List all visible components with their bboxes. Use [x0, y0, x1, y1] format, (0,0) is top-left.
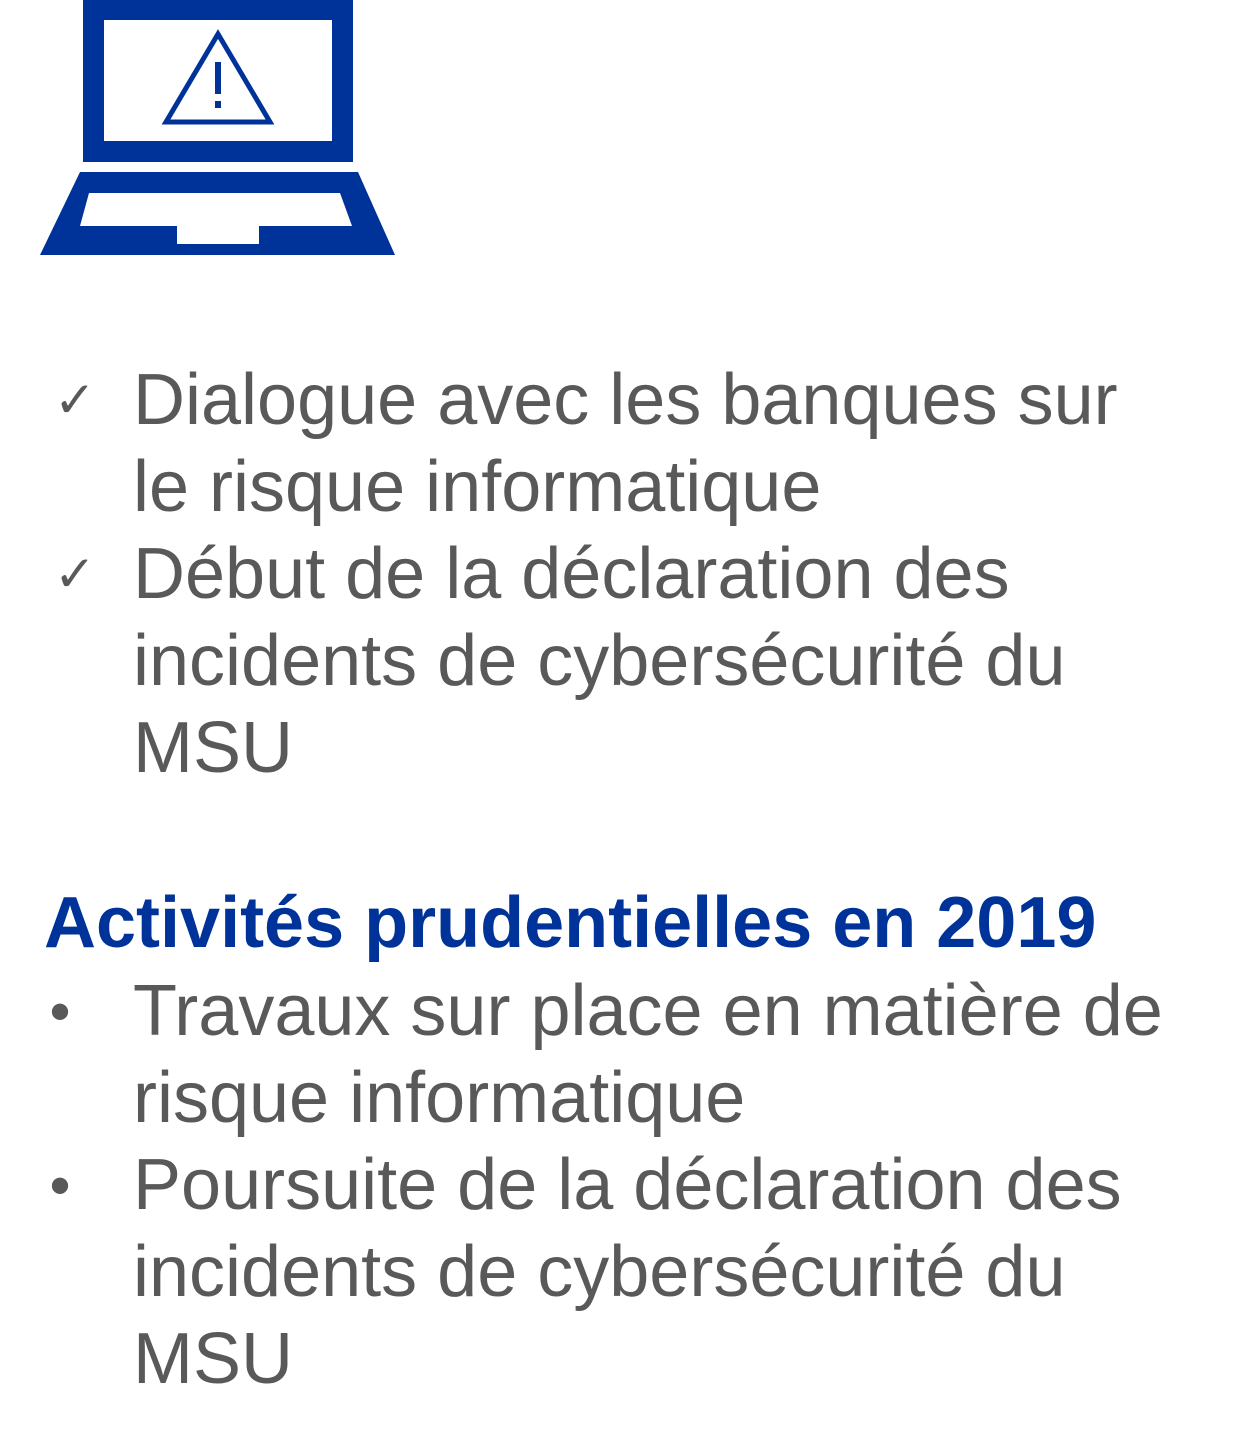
list-item	[0, 968, 1193, 1142]
list-item-text: Dialogue avec les banques sur le risque informatique	[133, 360, 1118, 527]
bullet-icon: •	[49, 1152, 71, 1219]
list-item-text: Début de la déclaration des incidents de cybersécurité du MSU	[133, 534, 1066, 788]
list-item	[0, 1142, 1193, 1403]
section-heading: Activités prudentielles en 2019	[44, 883, 1097, 963]
checkmark-icon: ✓	[54, 545, 96, 603]
laptop-warning-icon	[40, 0, 396, 258]
completed-activities-list	[0, 357, 1240, 792]
list-item	[0, 531, 1193, 792]
list-item-text: Poursuite de la déclaration des incidents de cybersécurité du MSU	[133, 1145, 1122, 1399]
list-item-text: Travaux sur place en matière de risque informatique	[133, 971, 1163, 1138]
bullet-icon: •	[49, 978, 71, 1045]
planned-activities-list	[0, 968, 1240, 1403]
checkmark-icon: ✓	[54, 371, 96, 429]
list-item	[0, 357, 1193, 531]
